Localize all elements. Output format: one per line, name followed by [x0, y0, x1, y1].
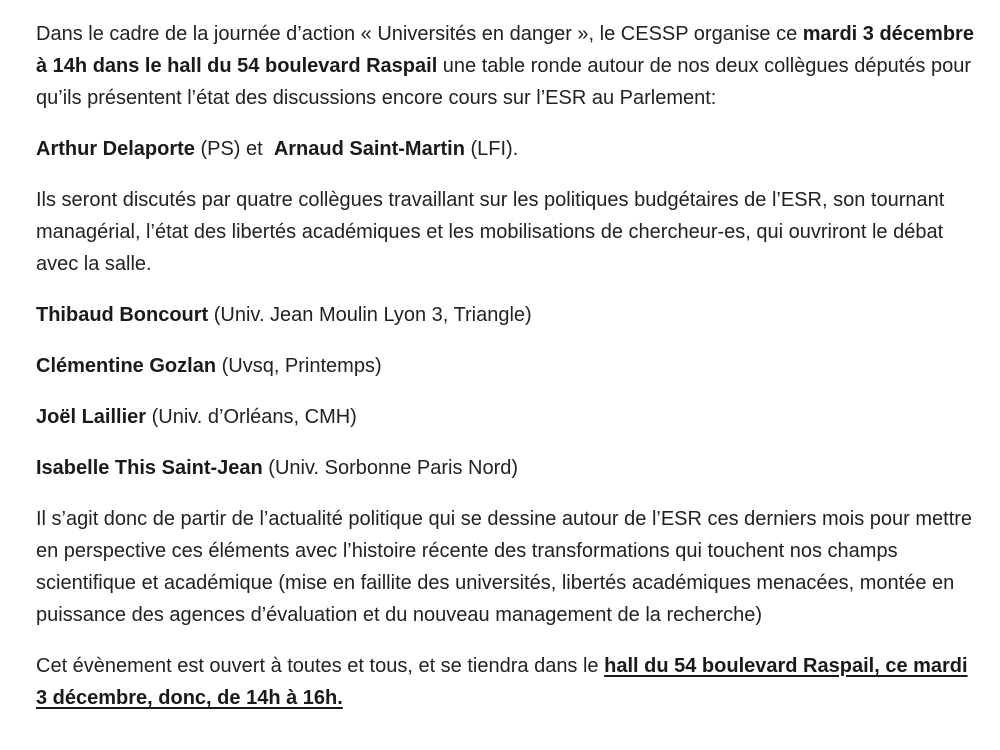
- article-body: [36, 18, 976, 733]
- intro-paragraph: Dans le cadre de la journée d’action « Universités en danger », le CESSP organise ce mardi 3 décembre à 14h dans le hall du 54 boulevard Raspail une table ronde autour de nos deux collègues députés pour qu’ils présentent l’état des discussions encore cours sur l’ESR au Parlement:: [36, 23, 974, 109]
- discussant-item: Clémentine Gozlan (Uvsq, Printemps): [36, 355, 382, 377]
- event-location-link[interactable]: hall du 54 boulevard Raspail, ce mardi 3 décembre, donc, de 14h à 16h.: [36, 655, 968, 709]
- deputy-name: Arnaud Saint-Martin: [273, 138, 465, 160]
- discussant-item: Isabelle This Saint-Jean (Univ. Sorbonne Paris Nord): [36, 457, 519, 479]
- discussant-name: Thibaud Boncourt: [36, 304, 209, 326]
- event-date-location: mardi 3 décembre à 14h dans le hall du 54 boulevard Raspail: [36, 23, 974, 77]
- deputies-paragraph: Arthur Delaporte (PS) et Arnaud Saint-Martin (LFI).: [36, 138, 519, 160]
- discussants-intro: Ils seront discutés par quatre collègues travaillant sur les politiques budgétaires de l’ESR, son tournant managérial, l’état des libertés académiques et les mobilisations de chercheur-es, qui ouvriront le débat avec la salle.: [36, 189, 945, 275]
- deputy-name: Arthur Delaporte: [36, 138, 195, 160]
- purpose-paragraph: Il s’agit donc de partir de l’actualité politique qui se dessine autour de l’ESR ces derniers mois pour mettre en perspective ces éléments avec l’histoire récente des transformations qui touchent nos champs scientifique et académique (mise en faillite des universités, libertés académiques menacées, montée en puissance des agences d’évaluation et du nouveau management de la recherche): [36, 508, 973, 626]
- discussant-name: Clémentine Gozlan: [36, 355, 217, 377]
- discussant-item: Joël Laillier (Univ. d’Orléans, CMH): [36, 406, 357, 428]
- discussant-name: Isabelle This Saint-Jean: [36, 457, 263, 479]
- discussant-item: Thibaud Boncourt (Univ. Jean Moulin Lyon 3, Triangle): [36, 304, 532, 326]
- closing-paragraph: Cet évènement est ouvert à toutes et tous, et se tiendra dans le hall du 54 boulevard Raspail, ce mardi 3 décembre, donc, de 14h à 16h.: [36, 655, 968, 709]
- discussant-name: Joël Laillier: [36, 406, 147, 428]
